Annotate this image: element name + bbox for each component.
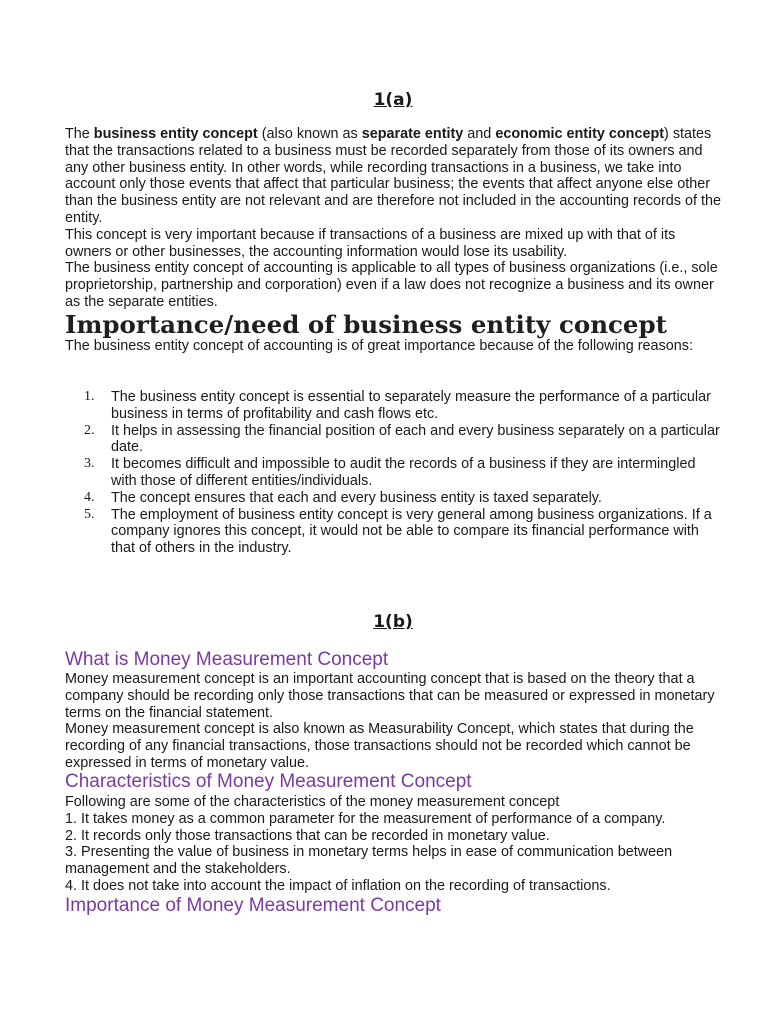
characteristics-heading: Characteristics of Money Measurement Concept <box>65 771 472 792</box>
measurability-paragraph: Money measurement concept is also known as Measurability Concept, which states that during the recording of any financial transactions, those transactions should not be recorded which cannot be expressed in terms of monetary value. <box>65 721 694 771</box>
section-heading-1b: 1(b) <box>373 612 413 632</box>
characteristic-item: 3. Presenting the value of business in monetary terms helps in ease of communication between management and the stakeholders. <box>65 844 673 878</box>
list-number: 2. <box>84 422 95 438</box>
list-number: 3. <box>84 456 95 472</box>
list-number: 1. <box>84 389 95 404</box>
list-item <box>65 490 725 507</box>
what-is-money-measurement-heading: What is Money Measurement Concept <box>65 649 389 670</box>
reasons-list <box>65 389 725 557</box>
intro-text: ) states that the transactions related to a business must be recorded separately from those of its owners and any other business entity. In other words, while recording transactions in a business, we take into account only those events that affect that particular business; the events that affect anyone else other than the business entity are not relevant and are therefore not included in the accounting records of the entity. <box>65 126 721 226</box>
list-item-text: The concept ensures that each and every business entity is taxed separately. <box>111 489 602 506</box>
characteristic-item: 4. It does not take into account the impact of inflation on the recording of transactions. <box>65 877 611 894</box>
importance-intro-text: The business entity concept of accounting is of great importance because of the following reasons: <box>65 338 693 354</box>
list-item-text: The employment of business entity concept is very general among business organizations. If a company ignores this concept, it would not be able to compare its financial performance with that of others in the industry. <box>111 506 712 557</box>
intro-text: The <box>65 126 94 142</box>
characteristics-block <box>65 794 725 895</box>
intro-text: and <box>463 126 496 142</box>
list-item-text: It helps in assessing the financial position of each and every business separately on a particular date. <box>111 422 720 456</box>
characteristic-item: 1. It takes money as a common parameter for the measurement of performance of a company. <box>65 810 666 827</box>
list-number: 5. <box>84 506 95 522</box>
money-measurement-definition <box>65 671 725 772</box>
paragraph-applicability: The business entity concept of accounting is applicable to all types of business organizations (i.e., sole proprietorship, partnership and corporation) even if a law does not recognize a business and its owner as the separate entities. <box>65 260 718 310</box>
importance-money-measurement-heading: Importance of Money Measurement Concept <box>65 895 441 916</box>
characteristic-item: 2. It records only those transactions that can be recorded in monetary value. <box>65 827 550 844</box>
intro-text: (also known as <box>257 126 362 142</box>
importance-heading: Importance/need of business entity concept <box>65 310 667 339</box>
list-item-text: The business entity concept is essential to separately measure the performance of a particular business in terms of profitability and cash flows etc. <box>111 389 711 422</box>
paragraph-importance-mixing: This concept is very important because if transactions of a business are mixed up with that of its owners or other businesses, the accounting information would lose its usability. <box>65 226 676 260</box>
list-item-text: It becomes difficult and impossible to audit the records of a business if they are intermingled with those of different entities/individuals. <box>111 456 696 489</box>
list-item <box>65 456 725 490</box>
term-business-entity-concept: business entity concept <box>93 126 258 142</box>
definition-paragraph: Money measurement concept is an important accounting concept that is based on the theory that a company should be recording only those transactions that can be measured or expressed in monetary terms on the financial statement. <box>65 671 715 721</box>
list-item <box>65 507 725 557</box>
term-economic-entity-concept: economic entity concept <box>495 126 665 142</box>
list-item <box>65 423 725 457</box>
importance-intro <box>65 338 725 355</box>
term-separate-entity: separate entity <box>361 126 464 142</box>
list-item <box>65 389 725 423</box>
business-entity-intro <box>65 126 725 311</box>
list-number: 4. <box>84 489 95 505</box>
intro-paragraph <box>65 126 725 227</box>
section-heading-1a: 1(a) <box>373 90 413 110</box>
characteristics-intro: Following are some of the characteristics of the money measurement concept <box>65 794 560 810</box>
